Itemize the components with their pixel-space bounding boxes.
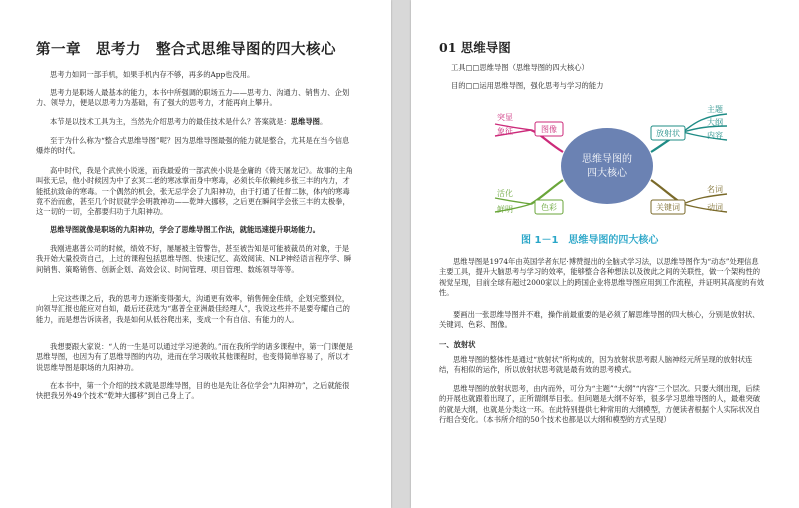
center-label-2: 四大核心 <box>587 168 627 179</box>
left-paragraph-block <box>36 294 354 325</box>
left-paragraph-6: 思维导图就像是职场的九阳神功，学会了思维导图工作法，就能迅速提升职场能力。 <box>50 225 320 234</box>
left-paragraph-2: 思考力是职场人最基本的能力，本书中所强调的职场五力——思考力、沟通力、销售力、企划力、领导力，便是以思考力为基础，有了强大的思考力，才能再向上攀升。 <box>36 88 350 108</box>
topic-label: 主题 <box>707 105 723 114</box>
answer-highlight: 思维导图 <box>290 117 320 126</box>
content-label: 内容 <box>707 131 723 140</box>
left-paragraph-block <box>36 136 354 157</box>
chapter-title: 第一章 思考力 整合式思维导图的四大核心 <box>36 41 336 58</box>
right-paragraph-4: 思维导图的放射状思考，由内而外，可分为“主题”“大纲”“内容”三个层次。只要大纲出现，后续的开展也就跟着出现了，正所谓纲举目张。但问题是大纲不好举，很多学习思维导图的人，最难突破的就是大纲，也就是分类这一环。在此特别提供七种常用的大纲模型，方便读者根据个人实际状况自行组合变化。（本书所介绍的50个技术也都是以大纲和模型的方式呈现） <box>439 384 761 424</box>
vivid-label: 鲜明 <box>497 205 513 214</box>
left-paragraph-block <box>36 342 354 373</box>
left-paragraph <box>36 70 354 80</box>
right-paragraph-block <box>439 355 765 376</box>
left-paragraph-block <box>36 244 354 275</box>
symbol-label: 象征 <box>497 127 513 136</box>
right-paragraph-1: 思维导图是1974年由英国学者东尼·博赞提出的全脑式学习法，以思维导图作为“动态”处理信息主要工具，提升大脑思考与学习的效率，能够整合各种想法以及彼此之间的关联性，做一个架构性的视觉呈现，目前全球有超过2000家以上的跨国企业将思维导图应用到工作流程，并证明其高度的有效性。 <box>439 257 765 297</box>
left-paragraph-block <box>36 117 354 127</box>
section-title: 01 思维导图 <box>439 40 511 55</box>
color-label: 色彩 <box>541 203 557 212</box>
right-paragraph-3: 思维导图的整体性是通过“放射状”所构成的，因为放射状思考跟人脑神经元所呈现的放射状连结，有相似的运作，所以放射状思考就是最有效的思考模式。 <box>439 355 753 375</box>
left-paragraph-block <box>36 225 354 235</box>
right-paragraph-2: 要画出一张思维导图并不难，操作前最重要的是必须了解思维导图的四大核心，分别是放射状、关键词、色彩、图像。 <box>439 310 760 330</box>
left-paragraph-block <box>36 88 354 109</box>
tool-line-wrap <box>451 63 771 73</box>
left-paragraph-block <box>36 381 354 402</box>
left-paragraph-5: 高中时代，我是个武侠小说迷，而我最爱的一部武侠小说是金庸的《倚天屠龙记》。故事的主角叫张无忌，他小时候因为中了玄冥二老的寒冰掌而身中寒毒，必须长年依赖纯乡张三丰的内力，才能抵抗致命的寒毒。一个偶然的机会，张无忌学会了九阳神功，由于打通了任督二脉，体内的寒毒竟不治而愈，甚至几个时辰就学会明教神功——乾坤大挪移，之后更在瞬间学会张三丰的太极拳，这一切的一切，全都要归功于九阳神功。 <box>36 166 353 217</box>
left-paragraph-1: 思考力如同一部手机，如果手机内存不够，再多的App也没用。 <box>50 70 255 79</box>
highlight-label: 突显 <box>497 113 513 122</box>
noun-label: 名词 <box>707 185 723 194</box>
left-paragraph-10: 在本书中，第一个介绍的技术就是思维导图，目的也是先让各位学会“九阳神功”，之后就能很快把我另外49个技术“乾坤大挪移”到自己身上了。 <box>36 381 350 401</box>
keyword-label: 关键词 <box>656 203 680 212</box>
goal-line-wrap <box>451 81 771 91</box>
right-paragraph-block <box>439 257 765 298</box>
left-paragraph-7: 我刚进惠普公司的时候，绩效不好，屡屡被主管警告，甚至被告知是可能被裁员的对象，于是我开始大量投资自己，上过的课程包括思维导图、快速记忆、高效阅读、NLP神经语言程序学、瞬间销售、策略销售、创新企划、高效会议、时间管理、项目管理、数练领导等等。 <box>36 244 352 274</box>
left-page <box>0 0 391 508</box>
outline-label: 大纲 <box>707 118 723 127</box>
right-paragraph-block <box>439 384 765 425</box>
image-label: 图像 <box>541 125 557 134</box>
right-page <box>411 0 799 508</box>
mindmap-figure <box>491 104 731 228</box>
left-paragraph-4: 至于为什么称为“整合式思维导图”呢？因为思维导图最强的能力就是整合，尤其是在当今信息爆炸的时代。 <box>36 136 350 156</box>
center-node <box>561 128 653 204</box>
subsection-radial: 一、放射状 <box>439 340 476 349</box>
radial-label: 放射状 <box>656 129 680 138</box>
right-paragraph-block <box>439 310 765 331</box>
left-paragraph-8: 上完这些课之后，我的思考力逐渐变得强大，沟通更有效率，销售佣金佳绩，企划完整到位，向领导汇报也能应对自如，最后还获选为“惠普全亚洲最佳经理人”，我说这些并不是要夸耀自己的能力，而是想告诉读者，我是如何从低谷爬出来，变成一个有自信、有能力的人。 <box>36 294 350 324</box>
verb-label: 动词 <box>707 203 723 212</box>
figure-caption: 图 1－1 思维导图的四大核心 <box>521 235 659 246</box>
activate-label: 活化 <box>497 189 513 198</box>
left-paragraph-block <box>36 166 354 217</box>
left-paragraph-3: 本节是以技术工具为主，当然先介绍思考力的最佳技术是什么？答案就是：思维导图。 <box>50 117 328 126</box>
tool-line: 工具□□思维导图（思维导图的四大核心） <box>451 63 589 72</box>
left-paragraph-9: 我想要跟大家说：“人的一生是可以通过学习逆袭的。”而在我所学的诸多课程中，第一门课便是思维导图，也因为有了思维导图的内功，进而在学习吸收其他课程时，也变得简单容易了，所以才说思维导图是职场的九阳神功。 <box>36 342 353 372</box>
center-label-1: 思维导图的 <box>582 154 632 165</box>
answer-lead: 本节是以技术工具为主，当然先介绍思考力的最佳技术是什么？答案就是： <box>50 117 291 126</box>
goal-line: 目的□□运用思维导图，强化思考与学习的能力 <box>451 81 604 90</box>
